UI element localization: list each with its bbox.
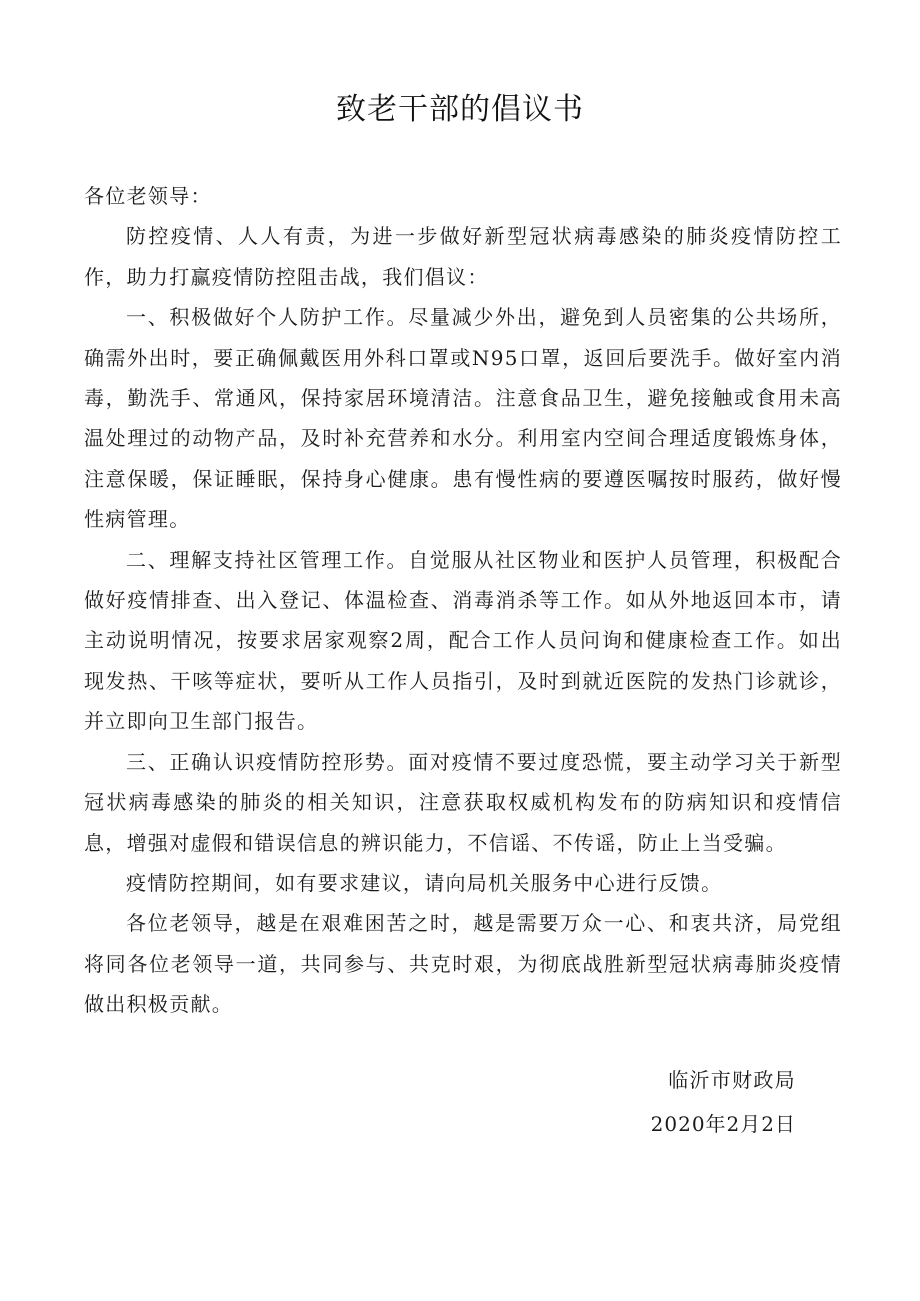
paragraph-feedback: 疫情防控期间，如有要求建议，请向局机关服务中心进行反馈。 [126, 870, 723, 895]
paragraph-correct-understanding: 三、正确认识疫情防控形势。面对疫情不要过度恐慌，要主动学习关于新型冠状病毒感染的肺炎的相关知识，注意获取权威机构发布的防病知识和疫情信息，增强对虚假和错误信息的辨识能力，不信谣、不传谣，防止上当受骗。 [84, 749, 842, 855]
paragraph-personal-protection: 一、积极做好个人防护工作。尽量减少外出，避免到人员密集的公共场所，确需外出时，要正确佩戴医用外科口罩或N95口罩，返回后要洗手。做好室内消毒，勤洗手、常通风，保持家居环境清洁。注意食品卫生，避免接触或食用未高温处理过的动物产品，及时补充营养和水分。利用室内空间合理适度锻炼身体，注意保暖，保证睡眠，保持身心健康。患有慢性病的要遵医嘱按时服药，做好慢性病管理。 [84, 305, 842, 532]
paragraph-community-support: 二、理解支持社区管理工作。自觉服从社区物业和医护人员管理，积极配合做好疫情排查、出入登记、体温检查、消毒消杀等工作。如从外地返回本市，请主动说明情况，按要求居家观察2周，配合工作人员问询和健康检查工作。如出现发热、干咳等症状，要听从工作人员指引，及时到就近医院的发热门诊就诊，并立即向卫生部门报告。 [84, 547, 842, 734]
signature: 临沂市财政局 [668, 1068, 796, 1092]
paragraph-closing: 各位老领导，越是在艰难困苦之时，越是需要万众一心、和衷共济，局党组将同各位老领导一道，共同参与、共克时艰，为彻底战胜新型冠状病毒肺炎疫情做出积极贡献。 [84, 911, 842, 1017]
salutation: 各位老领导： [84, 184, 212, 208]
date: 2020年2月2日 [650, 1112, 796, 1136]
document-body [84, 176, 842, 1025]
document-title: 致老干部的倡议书 [336, 92, 584, 127]
paragraph-intro: 防控疫情、人人有责，为进一步做好新型冠状病毒感染的肺炎疫情防控工作，助力打赢疫情防控阻击战，我们倡议： [84, 224, 842, 289]
